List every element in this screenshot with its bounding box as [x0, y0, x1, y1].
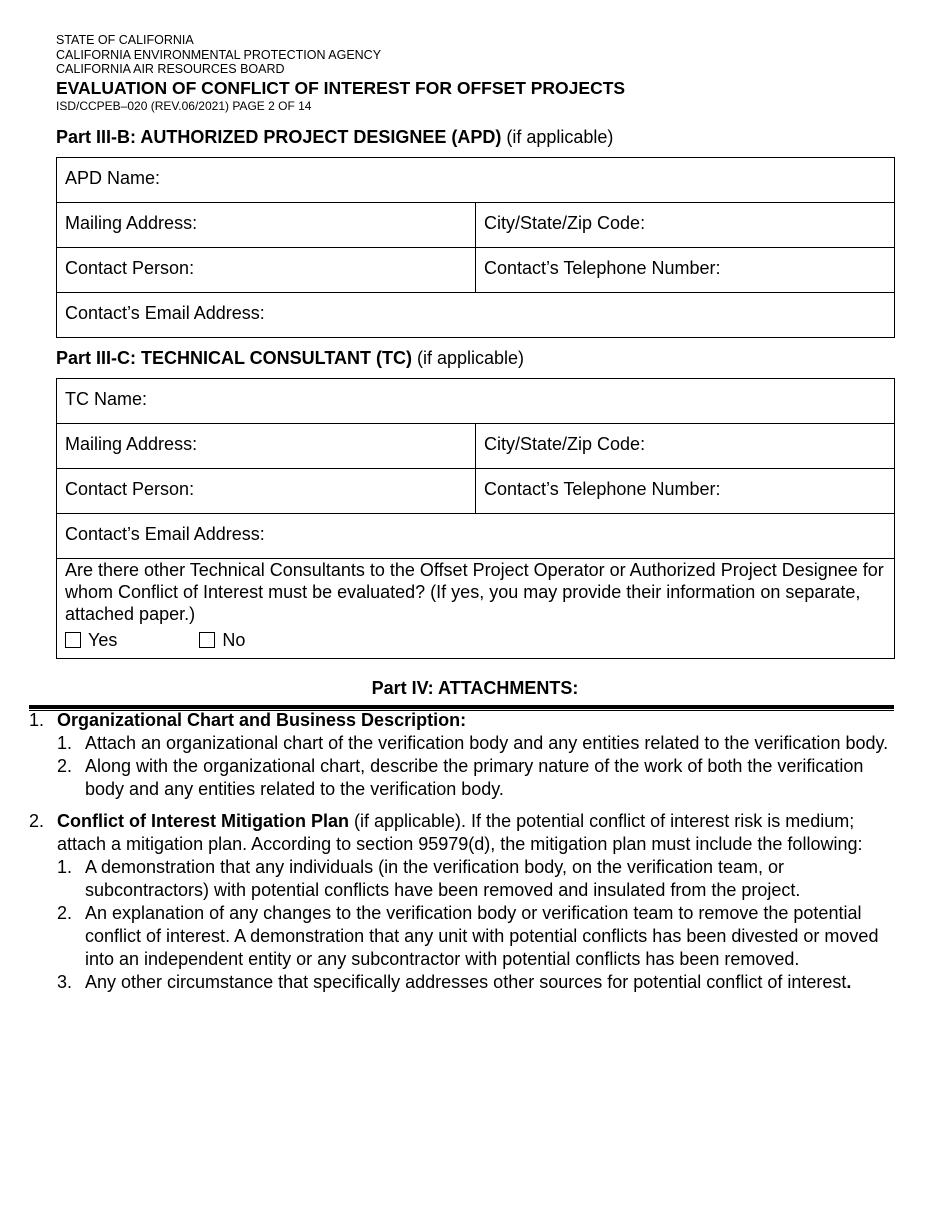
part-iii-b-heading-note: (if applicable)	[501, 126, 614, 147]
subitem-number: 2.	[57, 902, 73, 923]
apd-contact-person-field[interactable]	[57, 247, 476, 292]
apd-mailing-address-field[interactable]	[57, 202, 476, 247]
apd-contact-person-label: Contact Person:	[65, 257, 195, 278]
apd-contact-phone-field[interactable]	[476, 247, 895, 292]
yes-no-options	[65, 629, 886, 651]
apd-name-label: APD Name:	[65, 167, 161, 188]
yes-option[interactable]	[65, 629, 117, 651]
tc-name-field[interactable]	[57, 378, 895, 423]
tc-contact-person-label: Contact Person:	[65, 478, 195, 499]
attachment-subitem	[57, 902, 894, 971]
part-iv-title: Part IV: ATTACHMENTS:	[371, 677, 579, 698]
apd-contact-email-field[interactable]	[57, 292, 895, 337]
tc-contact-email-label: Contact’s Email Address:	[65, 523, 265, 544]
form-title: EVALUATION OF CONFLICT OF INTEREST FOR OFFSET PROJECTS	[56, 77, 626, 98]
part-iii-b-heading	[56, 126, 894, 148]
subitem-text: Attach an organizational chart of the verification body and any entities related to the verification body.	[85, 732, 889, 753]
part-iii-c-heading-note: (if applicable)	[411, 347, 525, 368]
no-checkbox[interactable]	[199, 632, 215, 648]
attachments-section	[29, 705, 894, 994]
board-name: CALIFORNIA AIR RESOURCES BOARD	[56, 62, 285, 76]
tc-contact-phone-field[interactable]	[476, 468, 895, 513]
attachment-subitem	[57, 732, 894, 755]
attachment-item-number: 1.	[29, 709, 45, 730]
agency-name: CALIFORNIA ENVIRONMENTAL PROTECTION AGENCY	[56, 47, 382, 62]
tc-mailing-address-field[interactable]	[57, 423, 476, 468]
subitem-text: A demonstration that any individuals (in the verification body, on the verification team, or subcontractors) with potential conflicts have been removed and insulated from the project.	[85, 856, 801, 900]
attachment-item	[29, 810, 894, 994]
apd-table	[56, 157, 895, 338]
tc-contact-phone-label: Contact’s Telephone Number:	[484, 478, 721, 499]
apd-contact-email-label: Contact’s Email Address:	[65, 302, 265, 323]
question-text: Are there other Technical Consultants to the Offset Project Operator or Authorized Project Designee for whom Conflict of Interest must be evaluated? (If yes, you may provide their information on separate, attached paper.)	[65, 559, 884, 624]
apd-city-state-zip-label: City/State/Zip Code:	[484, 212, 646, 233]
attachment-item-text: (if applicable). If the potential conflict of interest risk is medium; attach a mitigation plan. According to section 95979(d), the mitigation plan must include the following:	[57, 810, 863, 854]
attachments-list	[29, 705, 894, 994]
no-option[interactable]	[199, 629, 245, 651]
state-name: STATE OF CALIFORNIA	[56, 33, 194, 47]
subitem-number: 2.	[57, 755, 73, 776]
apd-name-field[interactable]	[57, 157, 895, 202]
tc-city-state-zip-label: City/State/Zip Code:	[484, 433, 646, 454]
tc-city-state-zip-field[interactable]	[476, 423, 895, 468]
no-label: No	[222, 629, 246, 650]
attachment-subitem	[57, 856, 894, 902]
subitem-end-period: .	[846, 971, 852, 992]
attachment-subitem	[57, 971, 894, 994]
tc-name-label: TC Name:	[65, 388, 148, 409]
attachment-item-number: 2.	[29, 810, 45, 831]
other-consultants-question	[57, 558, 895, 658]
part-iii-c-heading	[56, 347, 894, 369]
apd-contact-phone-label: Contact’s Telephone Number:	[484, 257, 721, 278]
subitem-text: Any other circumstance that specifically addresses other sources for potential conflict of interest	[85, 971, 847, 992]
apd-city-state-zip-field[interactable]	[476, 202, 895, 247]
subitem-number: 1.	[57, 732, 73, 753]
form-header	[56, 33, 894, 113]
part-iii-b-heading-bold: Part III-B: AUTHORIZED PROJECT DESIGNEE (APD)	[56, 126, 502, 147]
attachment-subitem	[57, 755, 894, 801]
part-iii-c-heading-bold: Part III-C: TECHNICAL CONSULTANT (TC)	[56, 347, 412, 368]
attachment-item-title: Conflict of Interest Mitigation Plan	[57, 810, 349, 831]
tc-contact-email-field[interactable]	[57, 513, 895, 558]
yes-checkbox[interactable]	[65, 632, 81, 648]
subitem-number: 1.	[57, 856, 73, 877]
tc-contact-person-field[interactable]	[57, 468, 476, 513]
attachment-item-title: Organizational Chart and Business Description:	[57, 709, 467, 730]
subitem-text: Along with the organizational chart, describe the primary nature of the work of both the verification body and any entities related to the verification body.	[85, 755, 864, 799]
form-code: ISD/CCPEB–020 (REV.06/2021) PAGE 2 OF 14	[56, 98, 312, 113]
form-page	[29, 33, 894, 994]
subitem-number: 3.	[57, 971, 73, 992]
subitem-text: An explanation of any changes to the verification body or verification team to remove the potential conflict of interest. A demonstration that any unit with potential conflicts has been divested or moved into an independent entity or any subcontractor with potential conflicts has been removed.	[85, 902, 879, 969]
yes-label: Yes	[88, 629, 118, 650]
tc-mailing-address-label: Mailing Address:	[65, 433, 198, 454]
tc-table	[56, 378, 895, 659]
apd-mailing-address-label: Mailing Address:	[65, 212, 198, 233]
attachment-item	[29, 709, 894, 801]
